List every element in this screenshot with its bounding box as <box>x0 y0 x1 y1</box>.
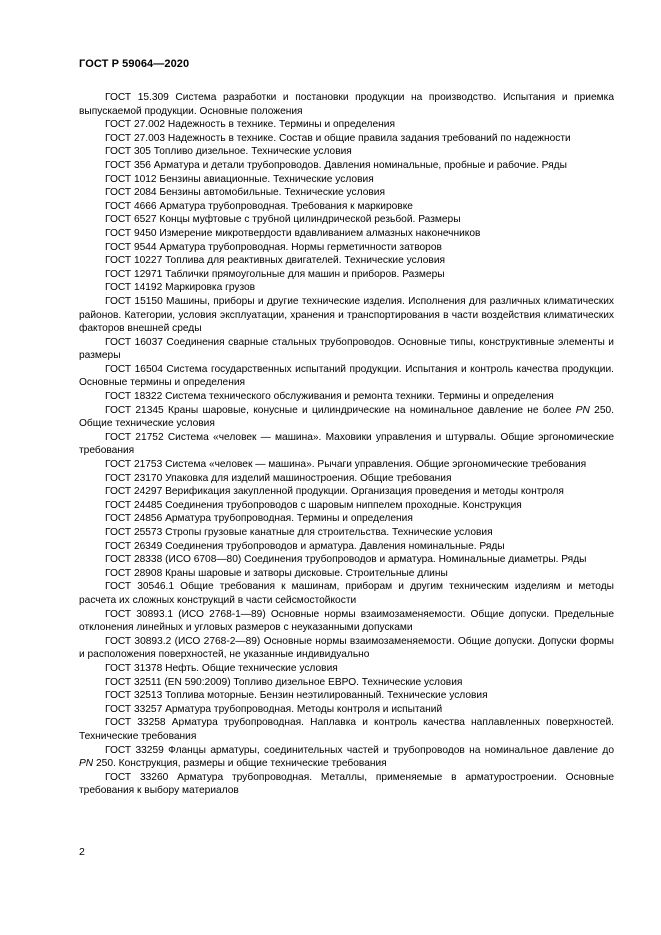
reference-item <box>79 186 614 200</box>
reference-text: ГОСТ 6527 Концы муфтовые с трубной цилиндрической резьбой. Размеры <box>105 214 461 226</box>
reference-text: ГОСТ 21752 Система «человек — машина». Маховики управления и штурвалы. Общие эргономические требования <box>79 431 614 457</box>
reference-text: ГОСТ 26349 Соединения трубопроводов и арматура. Давления номинальные. Ряды <box>105 540 505 552</box>
reference-text: ГОСТ 18322 Система технического обслуживания и ремонта техники. Термины и определения <box>105 391 554 403</box>
reference-text: ГОСТ 30893.2 (ИСО 2768-2—89) Основные нормы взаимозаменяемости. Общие допуски. Допуски формы и расположения поверхностей, не указанные индивидуально <box>79 635 614 661</box>
reference-text: ГОСТ 4666 Арматура трубопроводная. Требования к маркировке <box>105 200 413 212</box>
reference-text: ГОСТ 9544 Арматура трубопроводная. Нормы герметичности затворов <box>105 241 442 253</box>
reference-text: ГОСТ 305 Топливо дизельное. Технические условия <box>105 146 352 158</box>
reference-text: ГОСТ 30893.1 (ИСО 2768-1—89) Основные нормы взаимозаменяемости. Общие допуски. Предельные отклонения линейных и угловых размеров с неуказанными допусками <box>79 608 614 634</box>
reference-item <box>79 336 614 363</box>
reference-item <box>79 744 614 771</box>
reference-item <box>79 526 614 540</box>
reference-item <box>79 553 614 567</box>
reference-item <box>79 132 614 146</box>
reference-item <box>79 227 614 241</box>
reference-text: ГОСТ 28338 (ИСО 6708—80) Соединения трубопроводов и арматура. Номинальные диаметры. Ряды <box>105 554 587 566</box>
reference-item <box>79 580 614 607</box>
reference-text: ГОСТ 15.309 Система разработки и постановки продукции на производство. Испытания и приемка выпускаемой продукции. Основные положения <box>79 92 614 117</box>
reference-text: ГОСТ 30546.1 Общие требования к машинам, приборам и другим техническим изделиям и методы расчета их сложных конструкций в части сейсмостойкости <box>79 581 614 606</box>
reference-item <box>79 241 614 255</box>
reference-text: ГОСТ 23170 Упаковка для изделий машиностроения. Общие требования <box>105 472 452 484</box>
page-number: 2 <box>79 846 85 858</box>
reference-item <box>79 390 614 404</box>
reference-item <box>79 254 614 268</box>
reference-text: ГОСТ 356 Арматура и детали трубопроводов. Давления номинальные, пробные и рабочие. Ряды <box>105 159 567 171</box>
reference-item <box>79 145 614 159</box>
reference-text: ГОСТ 12971 Таблички прямоугольные для машин и приборов. Размеры <box>105 268 445 280</box>
reference-text: ГОСТ 21753 Система «человек — машина». Рычаги управления. Общие эргономические требования <box>105 459 587 471</box>
reference-item <box>79 363 614 390</box>
reference-item <box>79 404 614 431</box>
reference-item <box>79 716 614 743</box>
reference-item <box>79 512 614 526</box>
reference-text: ГОСТ 33260 Арматура трубопроводная. Металлы, применяемые в арматуростроении. Основные требования к выбору материалов <box>79 771 614 797</box>
reference-text: ГОСТ 9450 Измерение микротвердости вдавливанием алмазных наконечников <box>105 227 481 239</box>
reference-item <box>79 703 614 717</box>
reference-item <box>79 213 614 227</box>
reference-item <box>79 485 614 499</box>
reference-text: ГОСТ 14192 Маркировка грузов <box>105 282 256 294</box>
reference-item <box>79 295 614 336</box>
document-header: ГОСТ Р 59064—2020 <box>79 58 190 70</box>
reference-text: ГОСТ 32511 (EN 590:2009) Топливо дизельное ЕВРО. Технические условия <box>105 676 463 688</box>
reference-item <box>79 281 614 295</box>
reference-text: ГОСТ 27.003 Надежность в технике. Состав и общие правила задания требований по надежности <box>105 132 571 144</box>
nominal-pressure-symbol: PN <box>79 758 94 770</box>
reference-text: ГОСТ 28908 Краны шаровые и затворы дисковые. Строительные длины <box>105 567 448 579</box>
reference-text: ГОСТ 24297 Верификация закупленной продукции. Организация проведения и методы контроля <box>105 486 564 498</box>
reference-item <box>79 676 614 690</box>
reference-item <box>79 91 614 118</box>
reference-item <box>79 662 614 676</box>
reference-text: ГОСТ 32513 Топлива моторные. Бензин неэтилированный. Технические условия <box>105 690 488 702</box>
reference-text: ГОСТ 2084 Бензины автомобильные. Технические условия <box>105 187 385 199</box>
reference-item <box>79 540 614 554</box>
reference-item <box>79 118 614 132</box>
reference-item <box>79 159 614 173</box>
reference-item <box>79 608 614 635</box>
reference-item <box>79 431 614 458</box>
reference-item <box>79 200 614 214</box>
reference-item <box>79 567 614 581</box>
reference-item <box>79 689 614 703</box>
reference-text: ГОСТ 16037 Соединения сварные стальных трубопроводов. Основные типы, конструктивные элементы и размеры <box>79 336 614 362</box>
normative-references-list <box>79 91 614 798</box>
reference-text: ГОСТ 24856 Арматура трубопроводная. Термины и определения <box>105 513 413 525</box>
reference-text: ГОСТ 31378 Нефть. Общие технические условия <box>105 662 338 674</box>
reference-item <box>79 458 614 472</box>
reference-text: ГОСТ 21345 Краны шаровые, конусные и цилиндрические на номинальное давление не более <box>105 404 576 416</box>
reference-text: ГОСТ 10227 Топлива для реактивных двигателей. Технические условия <box>105 255 446 267</box>
reference-item <box>79 472 614 486</box>
reference-item <box>79 499 614 513</box>
reference-text: ГОСТ 33259 Фланцы арматуры, соединительных частей и трубопроводов на номинальное давление до <box>105 744 614 756</box>
reference-text: ГОСТ 33257 Арматура трубопроводная. Методы контроля и испытаний <box>105 703 443 715</box>
reference-text: ГОСТ 16504 Система государственных испытаний продукции. Испытания и контроль качества продукции. Основные термины и определения <box>79 363 614 389</box>
reference-item <box>79 268 614 282</box>
reference-item <box>79 771 614 798</box>
reference-text: 250. Общие технические условия <box>79 404 614 430</box>
reference-text: ГОСТ 33258 Арматура трубопроводная. Наплавка и контроль качества наплавленных поверхностей. Технические требования <box>79 717 614 742</box>
reference-text: ГОСТ 1012 Бензины авиационные. Технические условия <box>105 173 374 185</box>
reference-item <box>79 173 614 187</box>
reference-text: ГОСТ 27.002 Надежность в технике. Термины и определения <box>105 119 395 131</box>
nominal-pressure-symbol: PN <box>575 404 590 416</box>
reference-item <box>79 635 614 662</box>
reference-text: ГОСТ 25573 Стропы грузовые канатные для строительства. Технические условия <box>105 527 493 538</box>
reference-text: ГОСТ 24485 Соединения трубопроводов с шаровым ниппелем проходные. Конструкция <box>105 499 522 511</box>
reference-text: 250. Конструкция, размеры и общие технические требования <box>93 758 387 770</box>
reference-text: ГОСТ 15150 Машины, приборы и другие технические изделия. Исполнения для различных климатических районов. Категории, условия эксплуатации, хранения и транспортирования в части воздействия климатических факторов внешней среды <box>79 295 614 335</box>
